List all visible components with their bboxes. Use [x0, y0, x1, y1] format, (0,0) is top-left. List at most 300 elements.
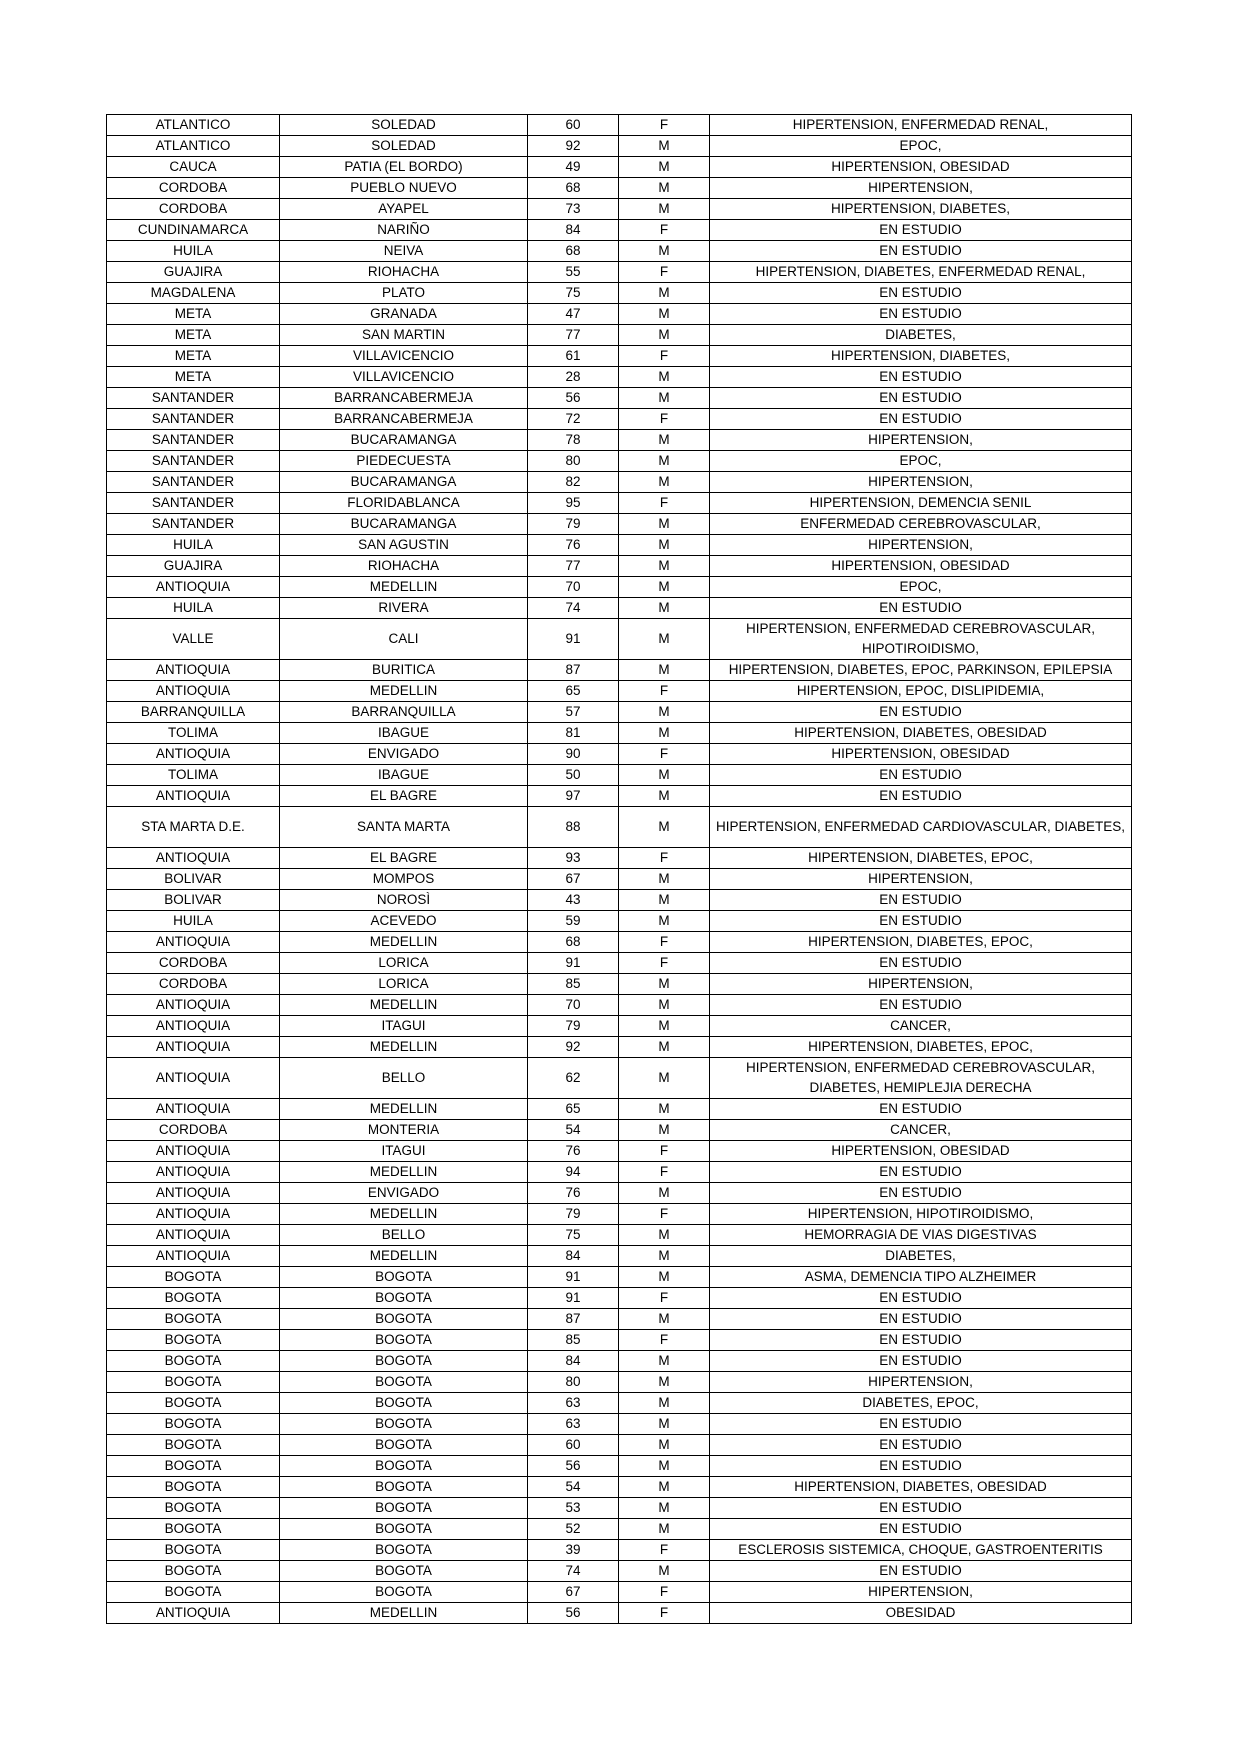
department-cell: GUAJIRA [107, 262, 280, 283]
department-cell: CORDOBA [107, 178, 280, 199]
condition-cell: HIPERTENSION, OBESIDAD [710, 744, 1132, 765]
department-cell: BOGOTA [107, 1414, 280, 1435]
condition-cell: HIPERTENSION, DIABETES, ENFERMEDAD RENAL, [710, 262, 1132, 283]
condition-cell: EN ESTUDIO [710, 409, 1132, 430]
department-cell: BOGOTA [107, 1456, 280, 1477]
condition-cell: HIPERTENSION, [710, 430, 1132, 451]
condition-cell: EN ESTUDIO [710, 283, 1132, 304]
sex-cell: F [619, 1141, 710, 1162]
age-cell: 87 [528, 1309, 619, 1330]
sex-cell: F [619, 409, 710, 430]
sex-cell: M [619, 1058, 710, 1099]
department-cell: ANTIOQUIA [107, 577, 280, 598]
table-row [107, 869, 1132, 890]
age-cell: 56 [528, 388, 619, 409]
condition-cell: HIPERTENSION, DIABETES, OBESIDAD [710, 723, 1132, 744]
municipality-cell: AYAPEL [280, 199, 528, 220]
table-row [107, 911, 1132, 932]
municipality-cell: SAN MARTIN [280, 325, 528, 346]
municipality-cell: BOGOTA [280, 1498, 528, 1519]
sex-cell: M [619, 1183, 710, 1204]
age-cell: 82 [528, 472, 619, 493]
department-cell: ANTIOQUIA [107, 1162, 280, 1183]
municipality-cell: PIEDECUESTA [280, 451, 528, 472]
table-row [107, 577, 1132, 598]
table-row [107, 786, 1132, 807]
age-cell: 84 [528, 220, 619, 241]
department-cell: BARRANQUILLA [107, 702, 280, 723]
condition-cell: EN ESTUDIO [710, 304, 1132, 325]
age-cell: 80 [528, 1372, 619, 1393]
sex-cell: M [619, 1099, 710, 1120]
department-cell: ATLANTICO [107, 115, 280, 136]
sex-cell: M [619, 472, 710, 493]
table-row [107, 1016, 1132, 1037]
age-cell: 73 [528, 199, 619, 220]
sex-cell: F [619, 262, 710, 283]
sex-cell: M [619, 1519, 710, 1540]
table-row [107, 409, 1132, 430]
condition-cell: HIPERTENSION, [710, 472, 1132, 493]
sex-cell: F [619, 1540, 710, 1561]
department-cell: ANTIOQUIA [107, 681, 280, 702]
sex-cell: M [619, 1246, 710, 1267]
age-cell: 59 [528, 911, 619, 932]
municipality-cell: IBAGUE [280, 765, 528, 786]
sex-cell: F [619, 1603, 710, 1624]
condition-cell: EN ESTUDIO [710, 911, 1132, 932]
condition-cell: EN ESTUDIO [710, 1288, 1132, 1309]
age-cell: 81 [528, 723, 619, 744]
sex-cell: M [619, 1016, 710, 1037]
department-cell: MAGDALENA [107, 283, 280, 304]
sex-cell: F [619, 1582, 710, 1603]
table-row [107, 556, 1132, 577]
condition-cell: CANCER, [710, 1120, 1132, 1141]
municipality-cell: MEDELLIN [280, 1204, 528, 1225]
table-row [107, 681, 1132, 702]
condition-cell: EN ESTUDIO [710, 1519, 1132, 1540]
condition-cell: EN ESTUDIO [710, 388, 1132, 409]
department-cell: TOLIMA [107, 765, 280, 786]
cases-table-body [107, 115, 1132, 1624]
condition-cell: EN ESTUDIO [710, 1498, 1132, 1519]
sex-cell: M [619, 1267, 710, 1288]
condition-cell: EN ESTUDIO [710, 786, 1132, 807]
condition-cell: HIPERTENSION, DIABETES, EPOC, [710, 1037, 1132, 1058]
department-cell: ANTIOQUIA [107, 744, 280, 765]
department-cell: ANTIOQUIA [107, 1225, 280, 1246]
age-cell: 67 [528, 869, 619, 890]
age-cell: 79 [528, 514, 619, 535]
age-cell: 76 [528, 1183, 619, 1204]
department-cell: ANTIOQUIA [107, 1204, 280, 1225]
table-row [107, 1582, 1132, 1603]
department-cell: ANTIOQUIA [107, 1141, 280, 1162]
sex-cell: F [619, 932, 710, 953]
sex-cell: M [619, 514, 710, 535]
sex-cell: M [619, 786, 710, 807]
table-row [107, 807, 1132, 848]
age-cell: 65 [528, 1099, 619, 1120]
municipality-cell: SOLEDAD [280, 136, 528, 157]
sex-cell: F [619, 1204, 710, 1225]
department-cell: CORDOBA [107, 199, 280, 220]
department-cell: BOGOTA [107, 1435, 280, 1456]
department-cell: META [107, 304, 280, 325]
municipality-cell: BELLO [280, 1058, 528, 1099]
department-cell: CAUCA [107, 157, 280, 178]
condition-cell: HIPERTENSION, DIABETES, [710, 199, 1132, 220]
municipality-cell: BOGOTA [280, 1288, 528, 1309]
age-cell: 74 [528, 598, 619, 619]
department-cell: ANTIOQUIA [107, 786, 280, 807]
age-cell: 91 [528, 953, 619, 974]
condition-cell: HIPERTENSION, [710, 974, 1132, 995]
table-row [107, 765, 1132, 786]
age-cell: 50 [528, 765, 619, 786]
age-cell: 88 [528, 807, 619, 848]
table-row [107, 1498, 1132, 1519]
department-cell: HUILA [107, 911, 280, 932]
municipality-cell: SANTA MARTA [280, 807, 528, 848]
condition-cell: HIPERTENSION, ENFERMEDAD CEREBROVASCULAR, DIABETES, HEMIPLEJIA DERECHA [710, 1058, 1132, 1099]
condition-cell: EN ESTUDIO [710, 890, 1132, 911]
municipality-cell: BOGOTA [280, 1435, 528, 1456]
table-row [107, 199, 1132, 220]
department-cell: ATLANTICO [107, 136, 280, 157]
sex-cell: M [619, 1498, 710, 1519]
age-cell: 28 [528, 367, 619, 388]
condition-cell: HIPERTENSION, DIABETES, OBESIDAD [710, 1477, 1132, 1498]
municipality-cell: BOGOTA [280, 1582, 528, 1603]
municipality-cell: BOGOTA [280, 1309, 528, 1330]
condition-cell: HIPERTENSION, DEMENCIA SENIL [710, 493, 1132, 514]
age-cell: 52 [528, 1519, 619, 1540]
municipality-cell: BOGOTA [280, 1267, 528, 1288]
age-cell: 91 [528, 619, 619, 660]
age-cell: 85 [528, 974, 619, 995]
municipality-cell: RIVERA [280, 598, 528, 619]
age-cell: 91 [528, 1288, 619, 1309]
sex-cell: M [619, 619, 710, 660]
condition-cell: EN ESTUDIO [710, 367, 1132, 388]
department-cell: GUAJIRA [107, 556, 280, 577]
municipality-cell: MEDELLIN [280, 995, 528, 1016]
municipality-cell: ACEVEDO [280, 911, 528, 932]
sex-cell: M [619, 1561, 710, 1582]
condition-cell: EN ESTUDIO [710, 995, 1132, 1016]
condition-cell: DIABETES, EPOC, [710, 1393, 1132, 1414]
sex-cell: M [619, 1120, 710, 1141]
department-cell: ANTIOQUIA [107, 995, 280, 1016]
municipality-cell: MEDELLIN [280, 1162, 528, 1183]
table-row [107, 430, 1132, 451]
table-row [107, 1120, 1132, 1141]
condition-cell: HIPERTENSION, HIPOTIROIDISMO, [710, 1204, 1132, 1225]
condition-cell: HIPERTENSION, DIABETES, [710, 346, 1132, 367]
table-row [107, 136, 1132, 157]
sex-cell: M [619, 304, 710, 325]
condition-cell: EN ESTUDIO [710, 1330, 1132, 1351]
table-row [107, 472, 1132, 493]
age-cell: 84 [528, 1246, 619, 1267]
cases-table [106, 114, 1132, 1624]
table-row [107, 1225, 1132, 1246]
sex-cell: F [619, 1288, 710, 1309]
municipality-cell: ITAGUI [280, 1016, 528, 1037]
department-cell: BOGOTA [107, 1372, 280, 1393]
age-cell: 87 [528, 660, 619, 681]
age-cell: 55 [528, 262, 619, 283]
table-row [107, 1456, 1132, 1477]
department-cell: ANTIOQUIA [107, 932, 280, 953]
sex-cell: M [619, 723, 710, 744]
age-cell: 56 [528, 1456, 619, 1477]
municipality-cell: EL BAGRE [280, 848, 528, 869]
sex-cell: M [619, 430, 710, 451]
table-row [107, 1288, 1132, 1309]
municipality-cell: MONTERIA [280, 1120, 528, 1141]
table-row [107, 848, 1132, 869]
municipality-cell: MEDELLIN [280, 1099, 528, 1120]
condition-cell: HIPERTENSION, [710, 1582, 1132, 1603]
municipality-cell: MEDELLIN [280, 1246, 528, 1267]
municipality-cell: BOGOTA [280, 1519, 528, 1540]
age-cell: 57 [528, 702, 619, 723]
municipality-cell: NEIVA [280, 241, 528, 262]
municipality-cell: PATIA (EL BORDO) [280, 157, 528, 178]
table-row [107, 157, 1132, 178]
department-cell: SANTANDER [107, 388, 280, 409]
age-cell: 72 [528, 409, 619, 430]
age-cell: 97 [528, 786, 619, 807]
municipality-cell: MOMPOS [280, 869, 528, 890]
condition-cell: ASMA, DEMENCIA TIPO ALZHEIMER [710, 1267, 1132, 1288]
condition-cell: HIPERTENSION, DIABETES, EPOC, [710, 932, 1132, 953]
sex-cell: M [619, 911, 710, 932]
sex-cell: M [619, 535, 710, 556]
age-cell: 93 [528, 848, 619, 869]
department-cell: BOGOTA [107, 1582, 280, 1603]
table-row [107, 1309, 1132, 1330]
condition-cell: EN ESTUDIO [710, 220, 1132, 241]
municipality-cell: MEDELLIN [280, 932, 528, 953]
municipality-cell: SOLEDAD [280, 115, 528, 136]
condition-cell: EN ESTUDIO [710, 1456, 1132, 1477]
sex-cell: M [619, 1393, 710, 1414]
condition-cell: HIPERTENSION, OBESIDAD [710, 157, 1132, 178]
municipality-cell: BOGOTA [280, 1351, 528, 1372]
condition-cell: EN ESTUDIO [710, 1099, 1132, 1120]
municipality-cell: NOROSÌ [280, 890, 528, 911]
department-cell: CUNDINAMARCA [107, 220, 280, 241]
condition-cell: EPOC, [710, 451, 1132, 472]
municipality-cell: MEDELLIN [280, 577, 528, 598]
department-cell: BOLIVAR [107, 869, 280, 890]
age-cell: 95 [528, 493, 619, 514]
department-cell: BOGOTA [107, 1561, 280, 1582]
sex-cell: F [619, 1330, 710, 1351]
municipality-cell: BOGOTA [280, 1372, 528, 1393]
condition-cell: EN ESTUDIO [710, 1351, 1132, 1372]
age-cell: 76 [528, 535, 619, 556]
age-cell: 60 [528, 115, 619, 136]
sex-cell: M [619, 367, 710, 388]
table-row [107, 346, 1132, 367]
department-cell: BOGOTA [107, 1477, 280, 1498]
department-cell: SANTANDER [107, 493, 280, 514]
municipality-cell: LORICA [280, 974, 528, 995]
age-cell: 54 [528, 1120, 619, 1141]
department-cell: TOLIMA [107, 723, 280, 744]
department-cell: BOGOTA [107, 1288, 280, 1309]
department-cell: HUILA [107, 535, 280, 556]
table-row [107, 451, 1132, 472]
age-cell: 75 [528, 1225, 619, 1246]
condition-cell: EN ESTUDIO [710, 598, 1132, 619]
sex-cell: M [619, 1037, 710, 1058]
municipality-cell: BOGOTA [280, 1330, 528, 1351]
table-row [107, 1162, 1132, 1183]
table-row [107, 660, 1132, 681]
department-cell: ANTIOQUIA [107, 1016, 280, 1037]
table-row [107, 1351, 1132, 1372]
municipality-cell: MEDELLIN [280, 1037, 528, 1058]
age-cell: 65 [528, 681, 619, 702]
sex-cell: M [619, 283, 710, 304]
municipality-cell: BOGOTA [280, 1456, 528, 1477]
age-cell: 84 [528, 1351, 619, 1372]
sex-cell: M [619, 995, 710, 1016]
municipality-cell: BELLO [280, 1225, 528, 1246]
condition-cell: HIPERTENSION, ENFERMEDAD CARDIOVASCULAR, DIABETES, [710, 807, 1132, 848]
municipality-cell: BARRANQUILLA [280, 702, 528, 723]
municipality-cell: CALI [280, 619, 528, 660]
department-cell: META [107, 346, 280, 367]
table-row [107, 619, 1132, 660]
municipality-cell: PUEBLO NUEVO [280, 178, 528, 199]
department-cell: HUILA [107, 598, 280, 619]
age-cell: 49 [528, 157, 619, 178]
age-cell: 63 [528, 1393, 619, 1414]
condition-cell: EN ESTUDIO [710, 1162, 1132, 1183]
table-row [107, 1204, 1132, 1225]
table-row [107, 1561, 1132, 1582]
condition-cell: EN ESTUDIO [710, 765, 1132, 786]
table-row [107, 953, 1132, 974]
sex-cell: F [619, 681, 710, 702]
department-cell: CORDOBA [107, 953, 280, 974]
age-cell: 91 [528, 1267, 619, 1288]
department-cell: BOGOTA [107, 1519, 280, 1540]
sex-cell: M [619, 157, 710, 178]
age-cell: 77 [528, 556, 619, 577]
condition-cell: HIPERTENSION, [710, 869, 1132, 890]
table-row [107, 744, 1132, 765]
municipality-cell: BURITICA [280, 660, 528, 681]
age-cell: 47 [528, 304, 619, 325]
condition-cell: EPOC, [710, 577, 1132, 598]
department-cell: BOGOTA [107, 1393, 280, 1414]
table-row [107, 283, 1132, 304]
sex-cell: M [619, 702, 710, 723]
condition-cell: EN ESTUDIO [710, 1561, 1132, 1582]
department-cell: BOGOTA [107, 1540, 280, 1561]
condition-cell: HIPERTENSION, [710, 535, 1132, 556]
age-cell: 54 [528, 1477, 619, 1498]
condition-cell: EN ESTUDIO [710, 1183, 1132, 1204]
department-cell: CORDOBA [107, 974, 280, 995]
sex-cell: M [619, 199, 710, 220]
table-row [107, 1267, 1132, 1288]
department-cell: SANTANDER [107, 472, 280, 493]
sex-cell: M [619, 1309, 710, 1330]
table-row [107, 304, 1132, 325]
department-cell: BOGOTA [107, 1351, 280, 1372]
age-cell: 68 [528, 932, 619, 953]
condition-cell: EPOC, [710, 136, 1132, 157]
sex-cell: M [619, 807, 710, 848]
table-row [107, 932, 1132, 953]
age-cell: 92 [528, 1037, 619, 1058]
table-row [107, 1414, 1132, 1435]
condition-cell: EN ESTUDIO [710, 953, 1132, 974]
condition-cell: HIPERTENSION, ENFERMEDAD RENAL, [710, 115, 1132, 136]
age-cell: 53 [528, 1498, 619, 1519]
condition-cell: HIPERTENSION, DIABETES, EPOC, [710, 848, 1132, 869]
age-cell: 75 [528, 283, 619, 304]
table-row [107, 514, 1132, 535]
sex-cell: M [619, 388, 710, 409]
age-cell: 79 [528, 1016, 619, 1037]
municipality-cell: IBAGUE [280, 723, 528, 744]
table-row [107, 890, 1132, 911]
condition-cell: DIABETES, [710, 1246, 1132, 1267]
municipality-cell: RIOHACHA [280, 556, 528, 577]
municipality-cell: LORICA [280, 953, 528, 974]
department-cell: VALLE [107, 619, 280, 660]
condition-cell: HEMORRAGIA DE VIAS DIGESTIVAS [710, 1225, 1132, 1246]
age-cell: 78 [528, 430, 619, 451]
department-cell: ANTIOQUIA [107, 1183, 280, 1204]
condition-cell: EN ESTUDIO [710, 241, 1132, 262]
department-cell: BOLIVAR [107, 890, 280, 911]
age-cell: 90 [528, 744, 619, 765]
condition-cell: EN ESTUDIO [710, 1414, 1132, 1435]
department-cell: SANTANDER [107, 514, 280, 535]
table-row [107, 974, 1132, 995]
age-cell: 74 [528, 1561, 619, 1582]
table-row [107, 220, 1132, 241]
age-cell: 68 [528, 241, 619, 262]
sex-cell: F [619, 346, 710, 367]
department-cell: BOGOTA [107, 1498, 280, 1519]
municipality-cell: ITAGUI [280, 1141, 528, 1162]
age-cell: 70 [528, 577, 619, 598]
municipality-cell: NARIÑO [280, 220, 528, 241]
sex-cell: M [619, 1435, 710, 1456]
table-row [107, 493, 1132, 514]
municipality-cell: ENVIGADO [280, 744, 528, 765]
department-cell: ANTIOQUIA [107, 1246, 280, 1267]
sex-cell: F [619, 848, 710, 869]
age-cell: 43 [528, 890, 619, 911]
age-cell: 67 [528, 1582, 619, 1603]
table-row [107, 1058, 1132, 1099]
table-row [107, 325, 1132, 346]
table-row [107, 367, 1132, 388]
